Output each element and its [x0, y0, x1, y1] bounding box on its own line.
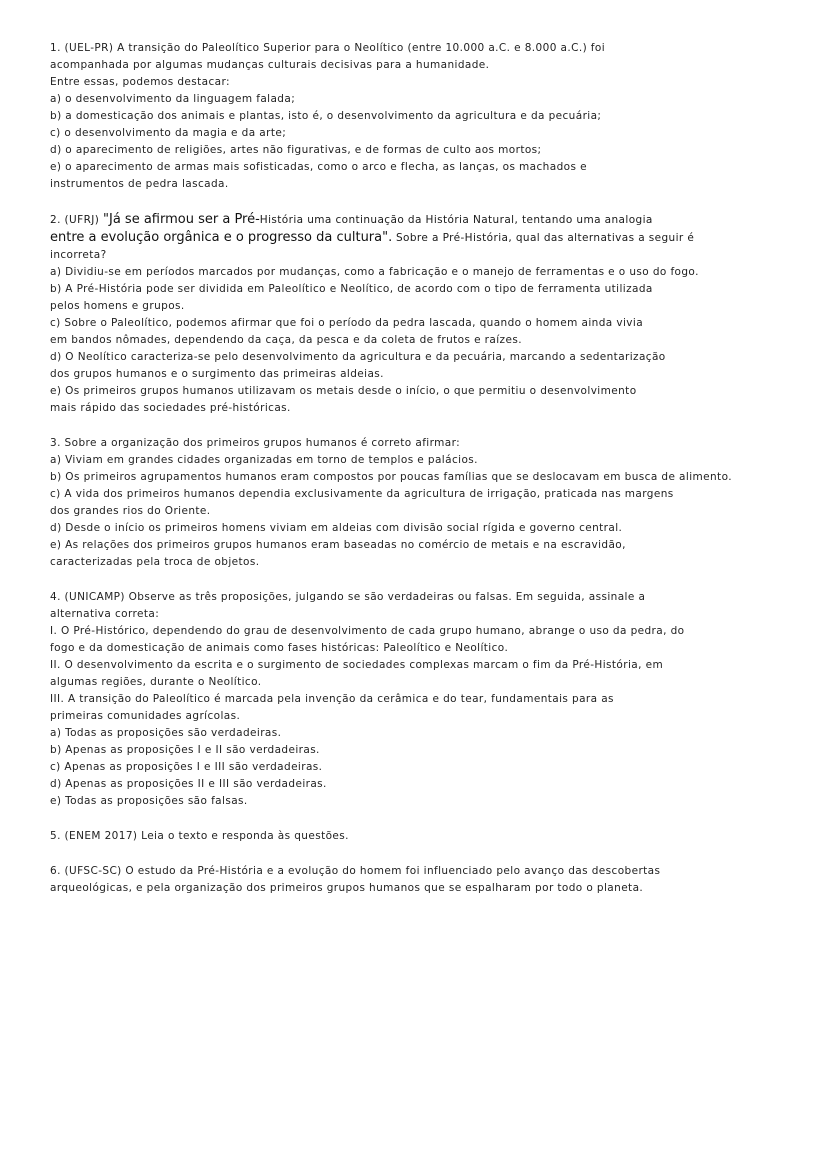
- question-3-option: dos grandes rios do Oriente.: [50, 505, 211, 517]
- question-4-option: c) Apenas as proposições I e III são verdadeiras.: [50, 761, 323, 773]
- question-2-prompt-end: incorreta?: [50, 249, 107, 261]
- question-1-option: e) o aparecimento de armas mais sofisticadas, como o arco e flecha, as lanças, os machados e: [50, 161, 587, 173]
- question-2-option: mais rápido das sociedades pré-históricas.: [50, 402, 291, 414]
- question-3-option: a) Viviam em grandes cidades organizadas em torno de templos e palácios.: [50, 454, 478, 466]
- question-4-stem: 4. (UNICAMP) Observe as três proposições, julgando se são verdadeiras ou falsas. Em seguida, assinale a: [50, 591, 646, 603]
- question-4-proposition: primeiras comunidades agrícolas.: [50, 710, 241, 722]
- question-1-option: b) a domesticação dos animais e plantas, isto é, o desenvolvimento da agricultura e da pecuária;: [50, 110, 602, 122]
- question-sheet: [50, 40, 778, 915]
- question-1-option: d) o aparecimento de religiões, artes não figurativas, e de formas de culto aos mortos;: [50, 144, 542, 156]
- question-2-quote-start: "Já se afirmou ser a Pré-: [103, 212, 260, 227]
- question-4: [50, 589, 778, 810]
- question-3-option: e) As relações dos primeiros grupos humanos eram baseadas no comércio de metais e na escravidão,: [50, 539, 626, 551]
- question-1-line: acompanhada por algumas mudanças culturais decisivas para a humanidade.: [50, 59, 490, 71]
- question-2-option: a) Dividiu-se em períodos marcados por mudanças, como a fabricação e o manejo de ferramentas e o uso do fogo.: [50, 266, 699, 278]
- question-4-proposition: fogo e da domesticação de animais como fases históricas: Paleolítico e Neolítico.: [50, 642, 509, 654]
- question-1-line: 1. (UEL-PR) A transição do Paleolítico Superior para o Neolítico (entre 10.000 a.C. e 8.000 a.C.) foi: [50, 42, 606, 54]
- question-2-stem-line2: [50, 229, 778, 247]
- question-3-option: caracterizadas pela troca de objetos.: [50, 556, 260, 568]
- question-4-proposition: III. A transição do Paleolítico é marcada pela invenção da cerâmica e do tear, fundamentais para as: [50, 693, 614, 705]
- question-4-option: d) Apenas as proposições II e III são verdadeiras.: [50, 778, 327, 790]
- question-3-option: b) Os primeiros agrupamentos humanos eram compostos por poucas famílias que se deslocavam em busca de alimento.: [50, 471, 732, 483]
- question-3-option: d) Desde o início os primeiros homens viviam em aldeias com divisão social rígida e governo central.: [50, 522, 623, 534]
- question-4-stem: alternativa correta:: [50, 608, 160, 620]
- question-2-quote-end: entre a evolução orgânica e o progresso da cultura".: [50, 230, 393, 245]
- question-2-prompt: Sobre a Pré-História, qual das alternativas a seguir é: [392, 232, 695, 244]
- question-2-number: 2. (UFRJ): [50, 214, 104, 226]
- question-2-stem: [50, 211, 778, 229]
- question-5: [50, 828, 778, 845]
- question-6: [50, 863, 778, 897]
- question-1: [50, 40, 778, 193]
- question-2-option: c) Sobre o Paleolítico, podemos afirmar que foi o período da pedra lascada, quando o homem ainda vivia: [50, 317, 644, 329]
- question-4-option: e) Todas as proposições são falsas.: [50, 795, 248, 807]
- question-2-option: e) Os primeiros grupos humanos utilizavam os metais desde o início, o que permitiu o desenvolvimento: [50, 385, 637, 397]
- question-2-option: em bandos nômades, dependendo da caça, da pesca e da coleta de frutos e raízes.: [50, 334, 522, 346]
- question-3-option: c) A vida dos primeiros humanos dependia exclusivamente da agricultura de irrigação, praticada nas margens: [50, 488, 674, 500]
- question-6-stem: 6. (UFSC-SC) O estudo da Pré-História e a evolução do homem foi influenciado pelo avanço das descobertas: [50, 865, 661, 877]
- question-1-option: instrumentos de pedra lascada.: [50, 178, 229, 190]
- question-4-option: b) Apenas as proposições I e II são verdadeiras.: [50, 744, 320, 756]
- question-6-stem: arqueológicas, e pela organização dos primeiros grupos humanos que se espalharam por todo o planeta.: [50, 882, 644, 894]
- question-4-option: a) Todas as proposições são verdadeiras.: [50, 727, 282, 739]
- question-3-stem: 3. Sobre a organização dos primeiros grupos humanos é correto afirmar:: [50, 437, 461, 449]
- question-1-line: Entre essas, podemos destacar:: [50, 76, 230, 88]
- question-4-proposition: I. O Pré-Histórico, dependendo do grau de desenvolvimento de cada grupo humano, abrange o uso da pedra, do: [50, 625, 685, 637]
- question-5-stem: 5. (ENEM 2017) Leia o texto e responda às questões.: [50, 830, 349, 842]
- question-2-option: dos grupos humanos e o surgimento das primeiras aldeias.: [50, 368, 384, 380]
- question-4-proposition: II. O desenvolvimento da escrita e o surgimento de sociedades complexas marcam o fim da Pré-História, em: [50, 659, 664, 671]
- question-1-option: c) o desenvolvimento da magia e da arte;: [50, 127, 287, 139]
- question-4-proposition: algumas regiões, durante o Neolítico.: [50, 676, 262, 688]
- question-3: [50, 435, 778, 571]
- question-2-quote-rest: História uma continuação da História Natural, tentando uma analogia: [259, 214, 653, 226]
- question-2-option: pelos homens e grupos.: [50, 300, 185, 312]
- question-2-option: d) O Neolítico caracteriza-se pelo desenvolvimento da agricultura e da pecuária, marcando a sedentarização: [50, 351, 666, 363]
- question-1-option: a) o desenvolvimento da linguagem falada;: [50, 93, 296, 105]
- question-2-option: b) A Pré-História pode ser dividida em Paleolítico e Neolítico, de acordo com o tipo de ferramenta utilizada: [50, 283, 653, 295]
- question-2: [50, 211, 778, 417]
